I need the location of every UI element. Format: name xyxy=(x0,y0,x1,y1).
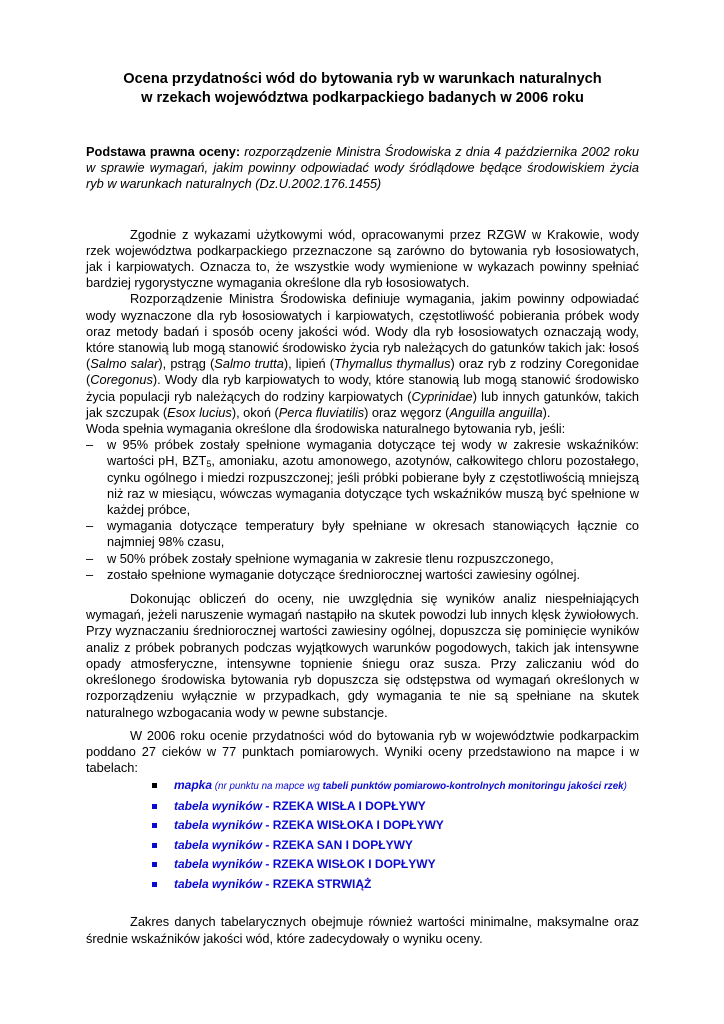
paragraph-data-scope: Zakres danych tabelarycznych obejmuje również wartości minimalne, maksymalne oraz średnie wskaźników jakości wód, które zadecydowały o wyniku oceny. xyxy=(86,914,639,946)
paragraph-2006-assessment: W 2006 roku ocenie przydatności wód do bytowania ryb w województwie podkarpackim poddano 27 cieków w 77 punktach pomiarowych. Wyniki oceny przedstawiono na mapce i w tabelach: xyxy=(86,727,639,776)
dash-bullet: – xyxy=(86,550,94,566)
document-page xyxy=(86,70,639,947)
results-table-link-wislok[interactable]: tabela wyników - RZEKA WISŁOK I DOPŁYWY xyxy=(86,855,639,875)
species-name: Salmo salar xyxy=(90,356,159,372)
species-name: Coregonus xyxy=(90,372,153,388)
page-title xyxy=(86,70,639,108)
map-link[interactable]: mapka xyxy=(174,778,213,793)
species-name: Anguilla anguilla xyxy=(449,404,543,420)
list-item: – w 95% próbek zostały spełnione wymagania dotyczące tej wody w zakresie wskaźników: wartości pH, $BZT_5$, amoniaku, azotu amonowego, azotynów, całkowitego chloru pozostałego, cynku ogólnego i miedzi rozpuszczonej; jeśli próbki pobierane były z częstotliwością mniejszą niż raz w miesiącu, wówczas wymagania dotyczące tych wskaźników muszą być spełnione w każdej próbce, xyxy=(86,437,639,518)
paragraph-usage-lists: Zgodnie z wykazami użytkowymi wód, opracowanymi przez RZGW w Krakowie, wody rzek województwa podkarpackiego przeznaczone są zarówno do bytowania ryb łososiowatych, jak i karpiowatych. Oznacza to, że wszystkie wody wymienione w wykazach powinny spełniać bardziej rygorystyczne wymagania określone dla ryb łososiowatych. xyxy=(86,226,639,291)
dash-bullet: – xyxy=(86,518,94,534)
legal-basis-label: Podstawa prawna oceny: xyxy=(86,144,241,159)
legal-basis xyxy=(86,144,639,193)
square-bullet-icon xyxy=(152,783,157,788)
list-item: – wymagania dotyczące temperatury były spełniane w okresach stanowiących łącznie co najmniej 98% czasu, xyxy=(86,518,639,550)
list-item: – zostało spełnione wymaganie dotyczące średniorocznej wartości zawiesiny ogólnej. xyxy=(86,566,581,582)
species-name: Perca fluviatilis xyxy=(278,404,365,420)
square-bullet-icon xyxy=(152,882,157,887)
square-bullet-icon xyxy=(152,804,157,809)
square-bullet-icon xyxy=(152,823,157,828)
title-line-2: w rzekach województwa podkarpackiego badanych w 2006 roku xyxy=(141,90,584,106)
results-table-link-san[interactable]: tabela wyników - RZEKA SAN I DOPŁYWY xyxy=(86,836,639,856)
species-name: Esox lucius xyxy=(167,404,232,420)
square-bullet-icon xyxy=(152,862,157,867)
legal-basis-text: rozporządzenie Ministra Środowiska z dnia 4 października 2002 roku w sprawie wymagań, jakim powinny odpowiadać wody śródlądowe będące środowiskiem życia ryb w warunkach naturalnych (Dz.U.2002.176.1455) xyxy=(86,144,639,192)
dash-bullet: – xyxy=(86,566,94,582)
species-name: Thymallus thymallus xyxy=(334,356,451,372)
species-name: Cyprinidae xyxy=(411,388,473,404)
paragraph-regulation: Rozporządzenie Ministra Środowiska definiuje wymagania, jakim powinny odpowiadać wody wyznaczone dla ryb łososiowatych i karpiowatych, częstotliwość pobierania próbek wody oraz metody badań i sposób oceny jakości wód. Wody dla ryb łososiowatych oznaczają wody, które stanowią lub mogą stanowić środowisko życia ryb należących do gatunków takich jak: łosoś (Salmo salar), pstrąg (Salmo trutta), lipień (Thymallus thymallus) oraz ryb z rodziny Coregonidae (Coregonus). Wody dla ryb karpiowatych to wody, które stanowią lub mogą stanowić środowisko życia populacji ryb należących do rodziny karpiowatych (Cyprinidae) lub innych gatunków, takich jak szczupak (Esox lucius), okoń (Perca fluviatilis) oraz węgorz (Anguilla anguilla). xyxy=(86,291,639,420)
species-name: Salmo trutta xyxy=(214,356,284,372)
conditions-list xyxy=(86,437,639,583)
results-links-list xyxy=(86,776,639,894)
conditions-intro: Woda spełnia wymagania określone dla środowiska naturalnego bytowania ryb, jeśli: xyxy=(86,421,566,437)
dash-bullet: – xyxy=(86,437,94,453)
results-table-link-wisla[interactable]: tabela wyników - RZEKA WISŁA I DOPŁYWY xyxy=(86,797,639,817)
map-link-item[interactable]: mapka (nr punktu na mapce wg tabeli punktów pomiarowo-kontrolnych monitoringu jakości rzek) xyxy=(86,776,639,797)
measurement-points-table-link[interactable]: tabeli punktów pomiarowo-kontrolnych monitoringu jakości rzek xyxy=(322,781,624,793)
square-bullet-icon xyxy=(152,843,157,848)
paragraph-calculation-rules: Dokonując obliczeń do oceny, nie uwzględnia się wyników analiz niespełniających wymagań, jeżeli naruszenie wymagań nastąpiło na skutek powodzi lub innych klęsk żywiołowych. Przy wyznaczaniu średniorocznej wartości zawiesiny ogólnej, dopuszcza się pominięcie wyników analiz z próbek pobranych podczas wyjątkowych warunków pogodowych, takich jak intensywne opady atmosferyczne, intensywne topnienie śniegu oraz susza. Przy zaliczaniu wód do określonego środowiska bytowania ryb dopuszcza się odstępstwa od wymagań określonych w rozporządzeniu wyłącznie w przypadkach, gdy wymagania te nie są spełniane na skutek naturalnego wzbogacania wody w pewne substancje. xyxy=(86,591,639,720)
title-line-1: Ocena przydatności wód do bytowania ryb w warunkach naturalnych xyxy=(123,71,602,87)
results-table-link-strwiaz[interactable]: tabela wyników - RZEKA STRWIĄŻ xyxy=(86,875,639,895)
list-item: – w 50% próbek zostały spełnione wymagania w zakresie tlenu rozpuszczonego, xyxy=(86,550,554,566)
results-table-link-wisloka[interactable]: tabela wyników - RZEKA WISŁOKA I DOPŁYWY xyxy=(86,816,639,836)
